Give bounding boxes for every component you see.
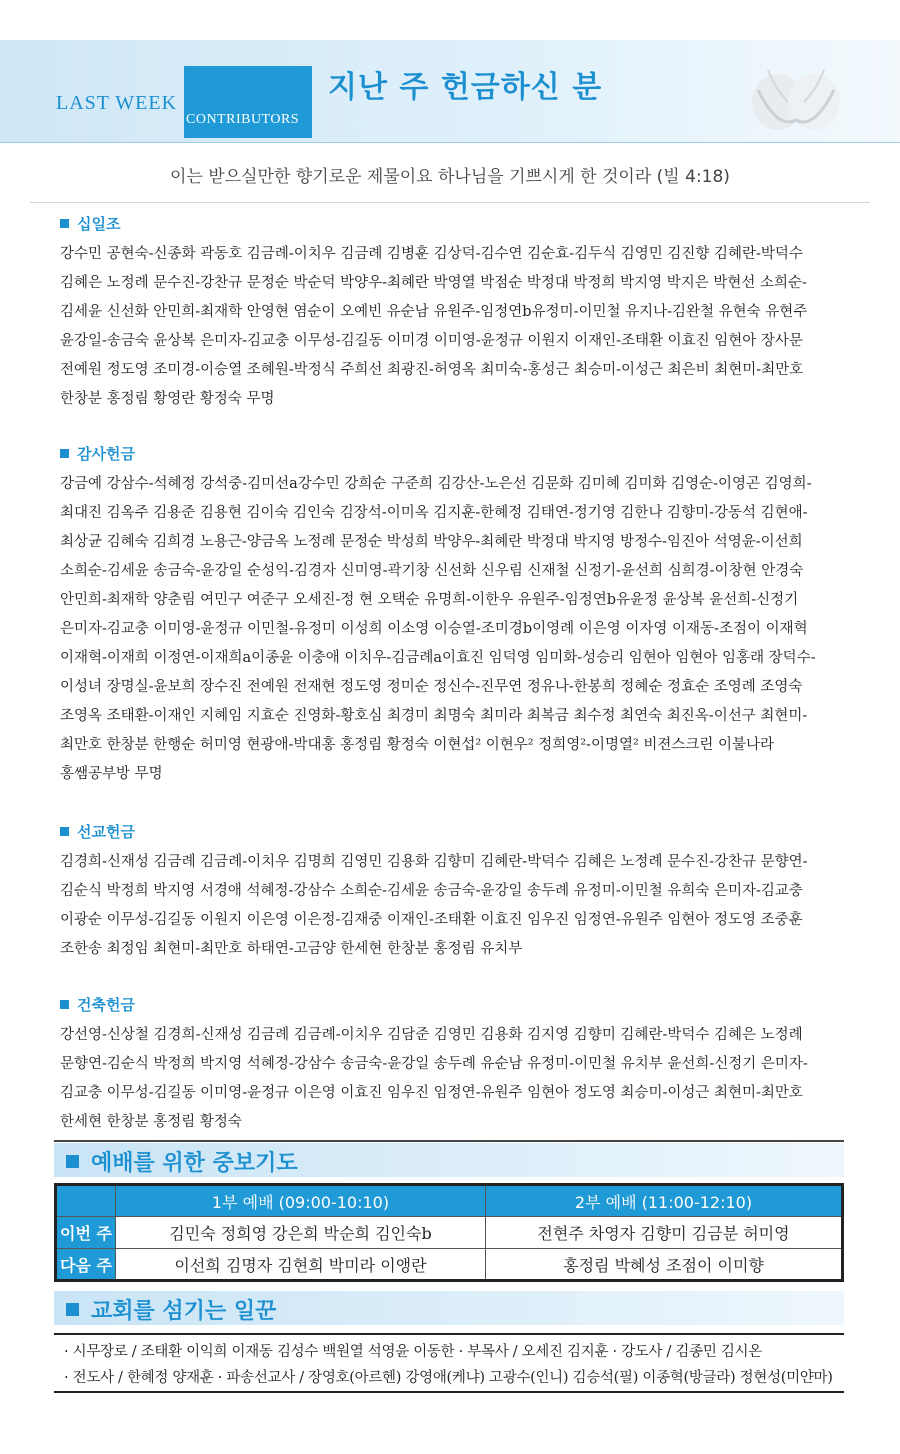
table-cell: 전현주 차영자 김향미 김금분 허미영 — [485, 1217, 842, 1249]
name-line: 김경희-신재성 김금례 김금례-이치우 김명희 김영민 김용화 김향미 김혜란-박덕수 김혜은 노정례 문수진-강찬규 문향연- — [60, 854, 808, 870]
name-line: 전예원 정도영 조미경-이승열 조혜원-박정식 주희선 최광진-허영옥 최미숙-홍성근 최승미-이성근 최은비 최현미-최만호 — [60, 362, 804, 378]
square-bullet-icon — [60, 1000, 69, 1009]
name-line: 최대진 김옥주 김용준 김용현 김이숙 김인숙 김장석-이미옥 김지훈-한혜정 김태연-정기영 김한나 김향미-강동석 김현애- — [60, 505, 808, 521]
section-title — [60, 993, 850, 1017]
name-line: 은미자-김교충 이미영-윤정규 이민철-유정미 이성희 이소영 이승열-조미경b이영례 이은영 이자영 이재동-조점이 이재혁 — [60, 621, 808, 637]
row-label-this-week: 이번 주 — [56, 1217, 116, 1249]
name-line: 최상균 김혜숙 김희경 노용근-양금옥 노정례 문정순 박성희 박양우-최혜란 박정대 박지영 방정수-임진아 석영윤-이선희 — [60, 534, 803, 550]
section-title — [60, 442, 850, 466]
table-row — [56, 1249, 843, 1281]
bible-verse: 이는 받으실만한 향기로운 제물이요 하나님을 기쁘시게 한 것이라 (빌 4:18) — [170, 167, 730, 187]
name-line: 이재혁-이재희 이정연-이재희a이종윤 이충애 이치우-김금례a이효진 임덕영 임미화-성승리 임현아 임현아 임홍래 장덕수- — [60, 650, 816, 666]
section-title — [60, 212, 850, 236]
name-line: 최만호 한창분 한행순 허미영 현광애-박대홍 홍정림 황정숙 이현섭² 이현우² 정희영²-이명열² 비젼스크린 이불나라 — [60, 737, 775, 753]
praying-hands-icon — [748, 50, 844, 136]
name-line: 한창분 홍정림 황영란 황정숙 무명 — [60, 391, 275, 407]
name-line: 김세윤 신선화 안민희-최재학 안영현 염순이 오예빈 유순남 유원주-임정연b유정미-이민철 유지나-김완철 유현숙 유현주 — [60, 304, 808, 320]
name-line: 김혜은 노정례 문수진-강찬규 문정순 박순덕 박양우-최혜란 박영열 박점순 박정대 박정희 박지영 박지은 박현선 소희순- — [60, 275, 807, 291]
table-cell: 홍정림 박혜성 조점이 이미향 — [485, 1249, 842, 1281]
square-bullet-icon — [60, 449, 69, 458]
name-line: 김순식 박정희 박지영 서경애 석혜정-강삼수 소희순-김세윤 송금숙-윤강일 송두례 유정미-이민철 유희숙 은미자-김교충 — [60, 883, 803, 899]
name-line: 한세현 한창분 홍정림 황정숙 — [60, 1114, 242, 1130]
square-bullet-icon — [66, 1155, 79, 1168]
name-line: 강수민 공현숙-신종화 곽동호 김금례-이치우 김금례 김병훈 김상덕-김수연 김순효-김두식 김영민 김진향 김혜란-박덕수 — [60, 246, 803, 262]
square-bullet-icon — [66, 1303, 79, 1316]
column-header-second-service: 2부 예배 (11:00-12:10) — [485, 1185, 842, 1217]
section-tithe — [60, 212, 850, 414]
prayer-title-text: 예배를 위한 중보기도 — [91, 1151, 298, 1176]
name-line: 윤강일-송금숙 윤상복 은미자-김교충 이무성-김길동 이미경 이미영-윤정규 이원지 이재인-조태환 이효진 임현아 장사문 — [60, 333, 803, 349]
prayer-title — [66, 1146, 298, 1177]
section-title-text: 건축헌금 — [77, 996, 135, 1014]
section-missions — [60, 820, 850, 964]
name-line: 김교충 이무성-김길동 이미영-윤정규 이은영 이효진 임우진 임정연-유원주 임현아 정도영 최승미-이성근 최현미-최만호 — [60, 1085, 803, 1101]
header-divider — [0, 142, 900, 143]
square-bullet-icon — [60, 219, 69, 228]
name-line: 강선영-신상철 김경희-신재성 김금례 김금례-이치우 김담준 김영민 김용화 김지영 김향미 김혜란-박덕수 김혜은 노정례 — [60, 1027, 803, 1043]
section-title-text: 선교헌금 — [77, 823, 135, 841]
servants-title-text: 교회를 섬기는 일꾼 — [91, 1299, 277, 1324]
section-title-text: 십일조 — [77, 215, 121, 233]
servants-line: · 시무장로 / 조태환 이익희 이재동 김성수 백원열 석영윤 이동한 · 부목사 / 오세진 김지훈 · 강도사 / 김종민 김시온 — [64, 1344, 762, 1360]
table-cell: 김민숙 정희영 강은희 박순희 김인숙b — [116, 1217, 486, 1249]
row-label-next-week: 다음 주 — [56, 1249, 116, 1281]
name-line: 이성녀 장명실-윤보희 장수진 전예원 전재현 정도영 정미순 정신수-진무연 정유나-한봉희 정혜순 정효순 조영례 조영숙 — [60, 679, 803, 695]
servants-line: · 전도사 / 한혜정 양재훈 · 파송선교사 / 장영호(아르헨) 강영애(케냐) 고광수(인니) 김승석(필) 이종혁(방글라) 정현성(미얀마) — [64, 1370, 833, 1386]
prayer-table — [54, 1183, 844, 1282]
name-line: 강금예 강삼수-석혜정 강석중-김미선a강수민 강희순 구준희 김강산-노은선 김문화 김미혜 김미화 김영순-이영곤 김영희- — [60, 476, 812, 492]
table-row — [56, 1217, 843, 1249]
verse-divider — [30, 202, 870, 203]
page-title: 지난 주 헌금하신 분 — [328, 70, 603, 105]
servants-box — [54, 1333, 844, 1393]
section-title — [60, 820, 850, 844]
table-header-row — [56, 1185, 843, 1217]
name-line: 조한송 최정임 최현미-최만호 하태연-고금양 한세현 한창분 홍정림 유치부 — [60, 941, 523, 957]
name-line: 안민희-최재학 양춘림 여민구 여준구 오세진-정 현 오택순 유명희-이한우 유원주-임정연b유윤정 윤상복 윤선희-신정기 — [60, 592, 799, 608]
name-line: 이광순 이무성-김길동 이원지 이은영 이은정-김재중 이재인-조태환 이효진 임우진 임정연-유원주 임현아 정도영 조중훈 — [60, 912, 803, 928]
table-cell: 이선희 김명자 김현희 박미라 이앵란 — [116, 1249, 486, 1281]
name-line: 조영옥 조태환-이재인 지혜임 지효순 진영화-황호심 최경미 최명숙 최미라 최복금 최수정 최연숙 최진옥-이선구 최현미- — [60, 708, 808, 724]
section-title-text: 감사헌금 — [77, 445, 135, 463]
name-line: 문향연-김순식 박정희 박지영 석혜정-강삼수 송금숙-윤강일 송두례 유순남 유정미-이민철 유치부 윤선희-신정기 은미자- — [60, 1056, 808, 1072]
servants-title — [66, 1294, 276, 1325]
last-week-label: LAST WEEK — [56, 92, 178, 114]
prayer-top-rule — [54, 1140, 844, 1142]
name-line: 홍쌤공부방 무명 — [60, 766, 163, 782]
section-thanksgiving — [60, 442, 850, 789]
section-building — [60, 993, 850, 1137]
column-header-first-service: 1부 예배 (09:00-10:10) — [116, 1185, 486, 1217]
contributors-label: CONTRIBUTORS — [186, 112, 300, 127]
table-corner-cell — [56, 1185, 116, 1217]
name-line: 소희순-김세윤 송금숙-윤강일 순성익-김경자 신미영-곽기창 신선화 신우림 신재철 신정기-윤선희 심희경-이창현 안경숙 — [60, 563, 804, 579]
square-bullet-icon — [60, 827, 69, 836]
